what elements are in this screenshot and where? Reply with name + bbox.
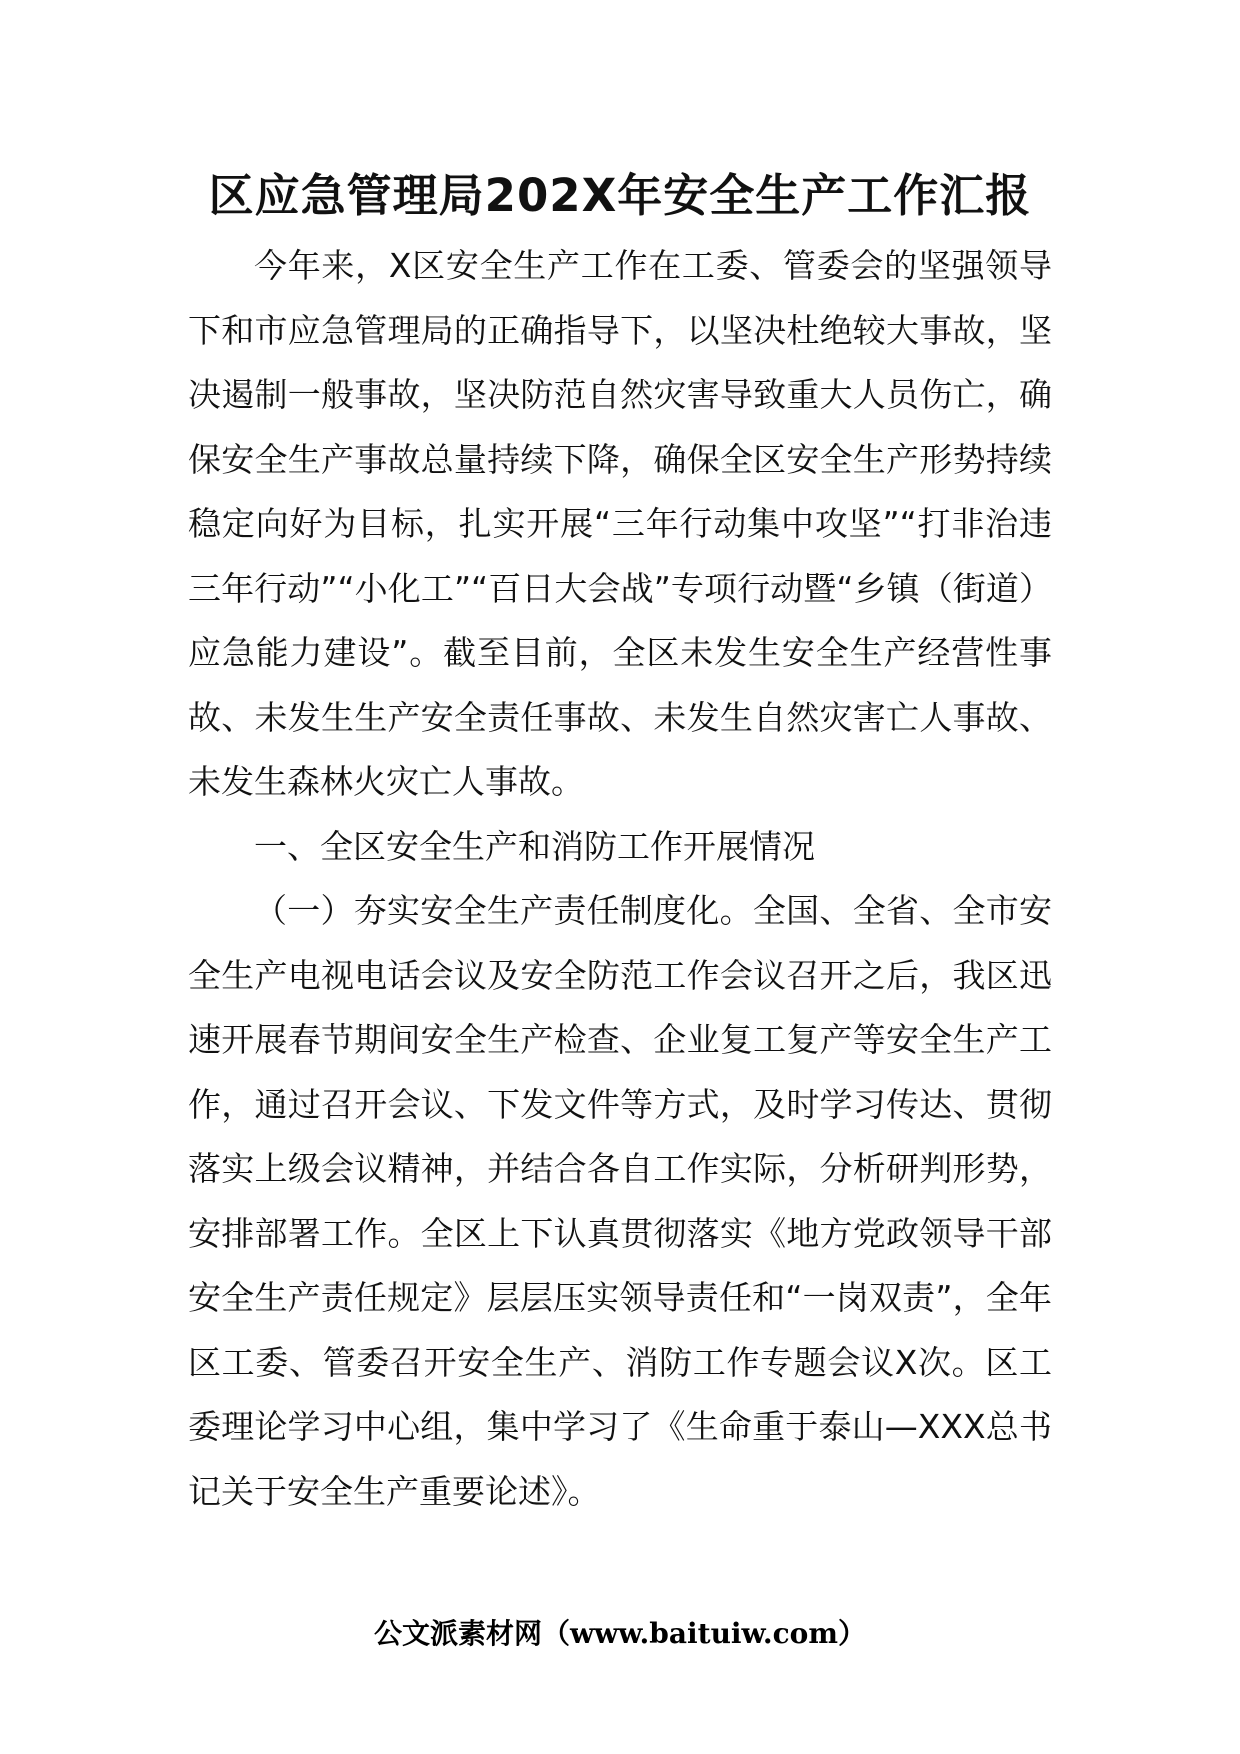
document-body bbox=[188, 234, 1052, 1524]
intro-paragraph: 今年来，X区安全生产工作在工委、管委会的坚强领导下和市应急管理局的正确指导下，以坚决杜绝较大事故，坚决遏制一般事故，坚决防范自然灾害导致重大人员伤亡，确保安全生产事故总量持续下降，确保全区安全生产形势持续稳定向好为目标，扎实开展“三年行动集中攻坚”“打非治违三年行动”“小化工”“百日大会战”专项行动暨“乡镇（街道）应急能力建设”。截至目前，全区未发生安全生产经营性事故、未发生生产安全责任事故、未发生自然灾害亡人事故、未发生森林火灾亡人事故。 bbox=[188, 246, 1052, 801]
footer-watermark: 公文派素材网（www.baituiw.com） bbox=[374, 1617, 866, 1650]
section-heading: 一、全区安全生产和消防工作开展情况 bbox=[254, 826, 815, 866]
document-title: 区应急管理局202X年安全生产工作汇报 bbox=[208, 169, 1032, 222]
body-paragraph: （一）夯实安全生产责任制度化。全国、全省、全市安全生产电视电话会议及安全防范工作会议召开之后，我区迅速开展春节期间安全生产检查、企业复工复产等安全生产工作，通过召开会议、下发文件等方式，及时学习传达、贯彻落实上级会议精神，并结合各自工作实际，分析研判形势，安排部署工作。全区上下认真贯彻落实《地方党政领导干部安全生产责任规定》层层压实领导责任和“一岗双责”，全年区工委、管委召开安全生产、消防工作专题会议X次。区工委理论学习中心组，集中学习了《生命重于泰山—XXX总书记关于安全生产重要论述》。 bbox=[188, 891, 1052, 1511]
